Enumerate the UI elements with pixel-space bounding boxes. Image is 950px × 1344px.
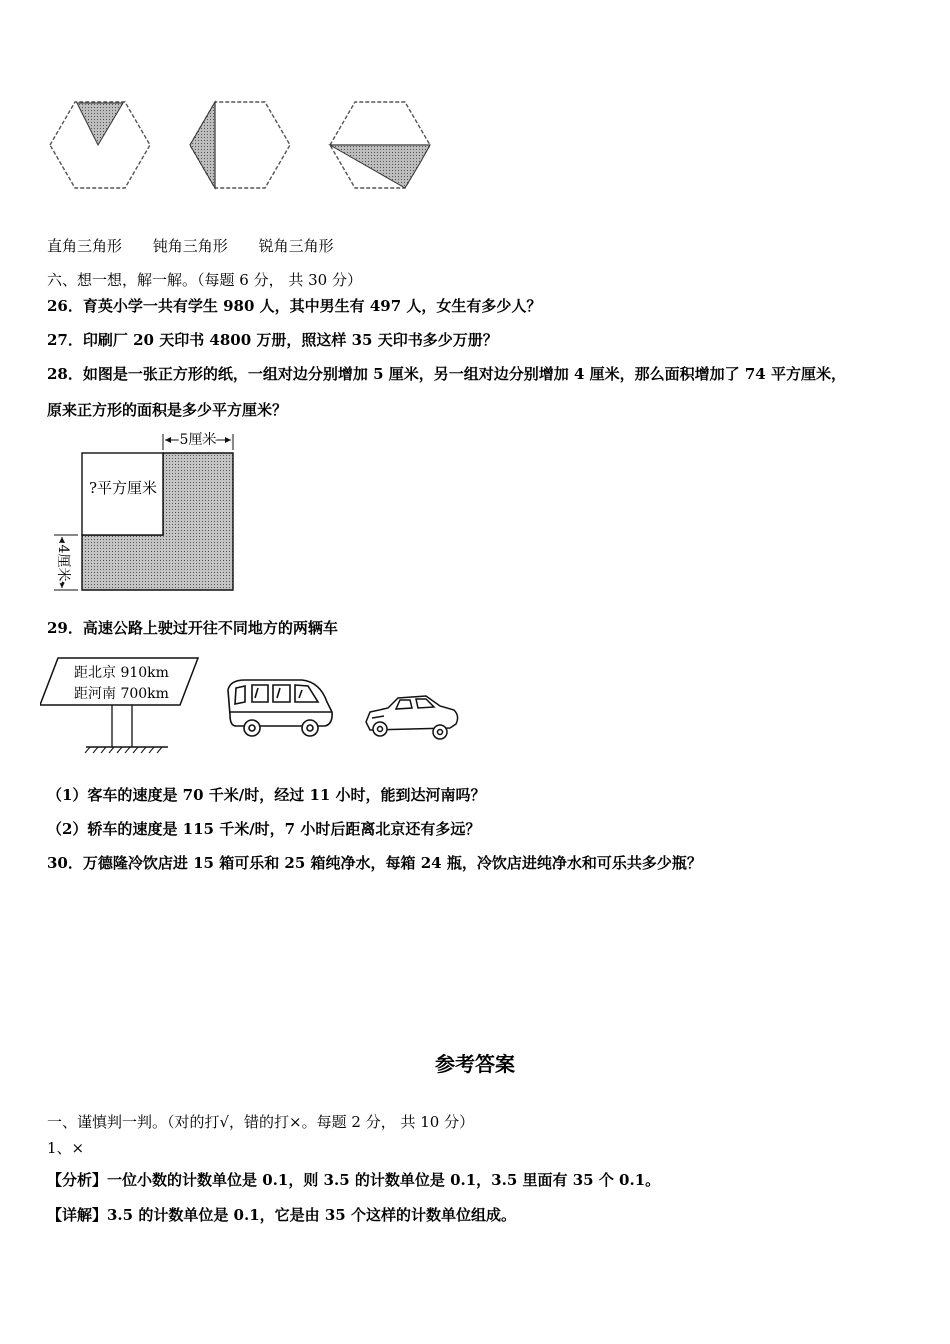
question-29: 29．高速公路上驶过开往不同地方的两辆车 bbox=[47, 619, 338, 637]
side-dimension-label: 4厘米 bbox=[55, 544, 71, 582]
car-icon bbox=[366, 696, 458, 739]
question-28-line1: 28．如图是一张正方形的纸，一组对边分别增加 5 厘米，另一组对边分别增加 4 厘米，那么面积增加了 74 平方厘米， bbox=[47, 365, 846, 383]
question-29-sub2: （2）轿车的速度是 115 千米/时，7 小时后距离北京还有多远？ bbox=[47, 820, 481, 838]
question-30: 30．万德隆冷饮店进 15 箱可乐和 25 箱纯净水，每箱 24 瓶，冷饮店进纯净水和可乐共多少瓶？ bbox=[47, 854, 702, 872]
answer-item-1: 1、× bbox=[47, 1139, 85, 1157]
road-sign bbox=[40, 658, 198, 753]
label-acute-triangle: 锐角三角形 bbox=[258, 237, 334, 255]
answers-section1: 一、谨慎判一判。（对的打√，错的打×。每题 2 分， 共 10 分） bbox=[47, 1113, 475, 1131]
question-28-line2: 原来正方形的面积是多少平方厘米？ bbox=[47, 401, 288, 419]
hexagon-figures bbox=[40, 95, 450, 195]
bus-icon bbox=[228, 680, 332, 736]
label-obtuse-triangle: 钝角三角形 bbox=[152, 237, 228, 255]
question-26: 26．育英小学一共有学生 980 人，其中男生有 497 人，女生有多少人？ bbox=[47, 297, 542, 315]
answer-analysis: 【分析】一位小数的计数单位是 0.1，则 3.5 的计数单位是 0.1，3.5 里面有 35 个 0.1。 bbox=[47, 1171, 661, 1189]
hexagon-obtuse-triangle bbox=[190, 102, 290, 188]
answer-detail: 【详解】3.5 的计数单位是 0.1，它是由 35 个这样的计数单位组成。 bbox=[47, 1206, 516, 1224]
sign-line-2: 距河南 700km bbox=[74, 686, 169, 702]
sign-line-1: 距北京 910km bbox=[74, 665, 169, 681]
hexagon-acute-triangle bbox=[330, 102, 430, 188]
answers-title: 参考答案 bbox=[435, 1052, 515, 1076]
section6-heading: 六、想一想，解一解。（每题 6 分， 共 30 分） bbox=[47, 271, 362, 289]
inner-area-label: ?平方厘米 bbox=[88, 479, 158, 497]
hexagon-right-triangle bbox=[50, 102, 150, 188]
label-right-triangle: 直角三角形 bbox=[47, 237, 123, 255]
triangle-labels bbox=[47, 236, 334, 256]
top-dimension-label: 5厘米 bbox=[179, 432, 217, 448]
square-figure bbox=[40, 428, 250, 598]
question-29-sub1: （1）客车的速度是 70 千米/时，经过 11 小时，能到达河南吗？ bbox=[47, 786, 486, 804]
highway-illustration bbox=[40, 650, 470, 760]
question-27: 27．印刷厂 20 天印书 4800 万册，照这样 35 天印书多少万册？ bbox=[47, 331, 498, 349]
